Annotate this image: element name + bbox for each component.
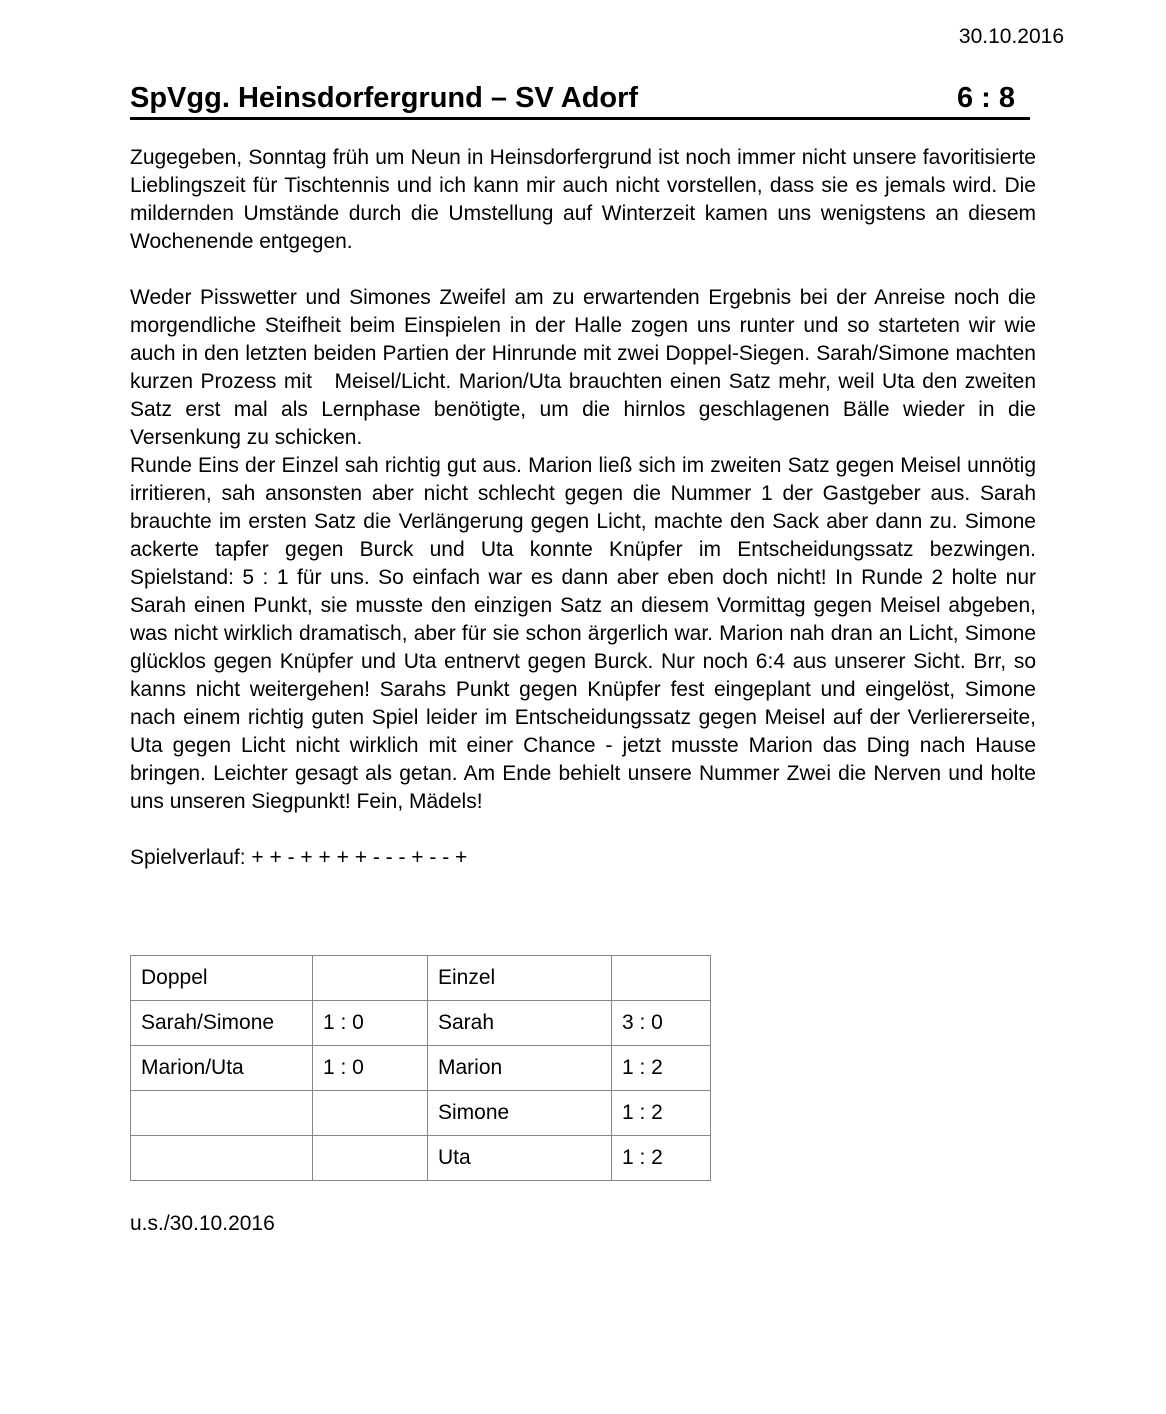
table-header-row [131,956,711,1001]
results-table [130,955,711,1181]
einzel-result: 3 : 0 [612,1001,711,1046]
doppel-result [313,1136,428,1181]
header-doppel-score [313,956,428,1001]
signature-date: u.s./30.10.2016 [130,1212,275,1235]
report-paragraph-2: Weder Pisswetter und Simones Zweifel am zu erwartenden Ergebnis bei der Anreise noch die morgendliche Steifheit beim Einspielen in der Halle zogen uns runter und so starteten wir wie auch in den letzten beiden Partien der Hinrunde mit zwei Doppel-Siegen. Sarah/Simone machten kurzen Prozess mit Meisel/Licht. Marion/Uta brauchten einen Satz mehr, weil Uta den zweiten Satz erst mal als Lernphase benötigte, um die hirnlos geschlagenen Bälle wieder in die Versenkung zu schicken. [130,286,1036,449]
einzel-player: Simone [428,1091,612,1136]
einzel-player: Uta [428,1136,612,1181]
einzel-player: Marion [428,1046,612,1091]
header-doppel: Doppel [131,956,313,1001]
document-body [130,83,1036,1237]
doppel-pair [131,1091,313,1136]
report-text [130,144,1036,816]
table-row [131,1046,711,1091]
table-row [131,1136,711,1181]
match-score: 6 : 8 [956,82,1015,114]
header-einzel: Einzel [428,956,612,1001]
einzel-result: 1 : 2 [612,1091,711,1136]
doppel-result: 1 : 0 [313,1046,428,1091]
einzel-result: 1 : 2 [612,1136,711,1181]
table-row [131,1001,711,1046]
game-sequence-line: Spielverlauf: + + - + + + + - - - + - - + [130,846,468,869]
table-row [131,1091,711,1136]
match-title-row [130,83,1030,120]
header-einzel-score [612,956,711,1001]
match-title: SpVgg. Heinsdorfergrund – SV Adorf [130,82,639,114]
doppel-result: 1 : 0 [313,1001,428,1046]
einzel-player: Sarah [428,1001,612,1046]
report-paragraph-3: Runde Eins der Einzel sah richtig gut aus. Marion ließ sich im zweiten Satz gegen Meisel unnötig irritieren, sah ansonsten aber nicht schlecht gegen die Nummer 1 der Gastgeber aus. Sarah brauchte im ersten Satz die Verlängerung gegen Licht, machte den Sack aber dann zu. Simone ackerte tapfer gegen Burck und Uta konnte Knüpfer im Entscheidungssatz bezwingen. Spielstand: 5 : 1 für uns. So einfach war es dann aber eben doch nicht! In Runde 2 holte nur Sarah einen Punkt, sie musste den einzigen Satz an diesem Vormittag gegen Meisel abgeben, was nicht wirklich dramatisch, aber für sie schon ärgerlich war. Marion nah dran an Licht, Simone glücklos gegen Knüpfer und Uta entnervt gegen Burck. Nur noch 6:4 aus unserer Sicht. Brr, so kanns nicht weitergehen! Sarahs Punkt gegen Knüpfer fest eingeplant und eingelöst, Simone nach einem richtig guten Spiel leider im Entscheidungssatz gegen Meisel auf der Verliererseite, Uta gegen Licht nicht wirklich mit einer Chance - jetzt musste Marion das Ding nach Hause bringen. Leichter gesagt als getan. Am Ende behielt unsere Nummer Zwei die Nerven und holte uns unseren Siegpunkt! Fein, Mädels! [130,454,1036,813]
document-date: 30.10.2016 [958,25,1064,48]
doppel-pair: Sarah/Simone [131,1001,313,1046]
report-paragraph-1: Zugegeben, Sonntag früh um Neun in Heinsdorfergrund ist noch immer nicht unsere favoritisierte Lieblingszeit für Tischtennis und ich kann mir auch nicht vorstellen, dass sie es jemals wird. Die mildernden Umstände durch die Umstellung auf Winterzeit kamen uns wenigstens an diesem Wochenende entgegen. [130,146,1036,253]
einzel-result: 1 : 2 [612,1046,711,1091]
doppel-pair: Marion/Uta [131,1046,313,1091]
doppel-result [313,1091,428,1136]
doppel-pair [131,1136,313,1181]
